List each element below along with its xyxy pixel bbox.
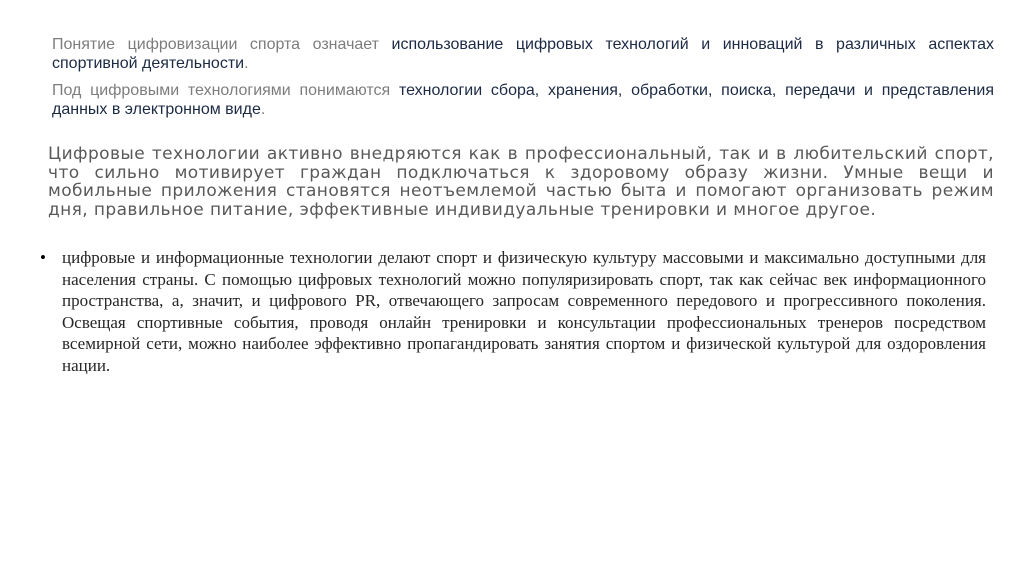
definition-paragraph <box>52 35 994 73</box>
bullet-marker: • <box>40 248 46 267</box>
definition-lead: Понятие цифровизации спорта означает <box>52 36 392 53</box>
technologies-paragraph <box>52 81 994 119</box>
bullet-item: цифровые и информационные технологии делают спорт и физическую культуру массовыми и максимально доступными для населения страны. С помощью цифровых технологий можно популяризировать спорт, так как сейчас век информационного пространства, а, значит, и цифрового PR, отвечающего запросам современного передового и прогрессивного поколения. Освещая спортивные события, проводя онлайн тренировки и консультации профессиональных тренеров посредством всемирной сети, можно наиболее эффективно пропагандировать занятия спортом и физической культурой для оздоровления нации. <box>62 248 986 375</box>
technologies-end: . <box>260 101 266 118</box>
technologies-lead: Под цифровыми технологиями понимаются <box>52 82 399 99</box>
technologies-emphasis: технологии сбора, хранения, обработки, поиска, передачи и представления данных в электронном виде <box>52 82 994 118</box>
definition-end: . <box>244 55 249 72</box>
bullet-list <box>40 247 986 377</box>
definition-emphasis: использование цифровых технологий и инноваций в различных аспектах спортивной деятельности <box>52 36 995 72</box>
adoption-paragraph: Цифровые технологии активно внедряются как в профессиональный, так и в любительский спорт, что сильно мотивирует граждан подключаться к здоровому образу жизни. Умные вещи и мобильные приложения становятся неотъемлемой частью быта и помогают организовать режим дня, правильное питание, эффективные индивидуальные тренировки и многое другое. <box>48 144 994 220</box>
